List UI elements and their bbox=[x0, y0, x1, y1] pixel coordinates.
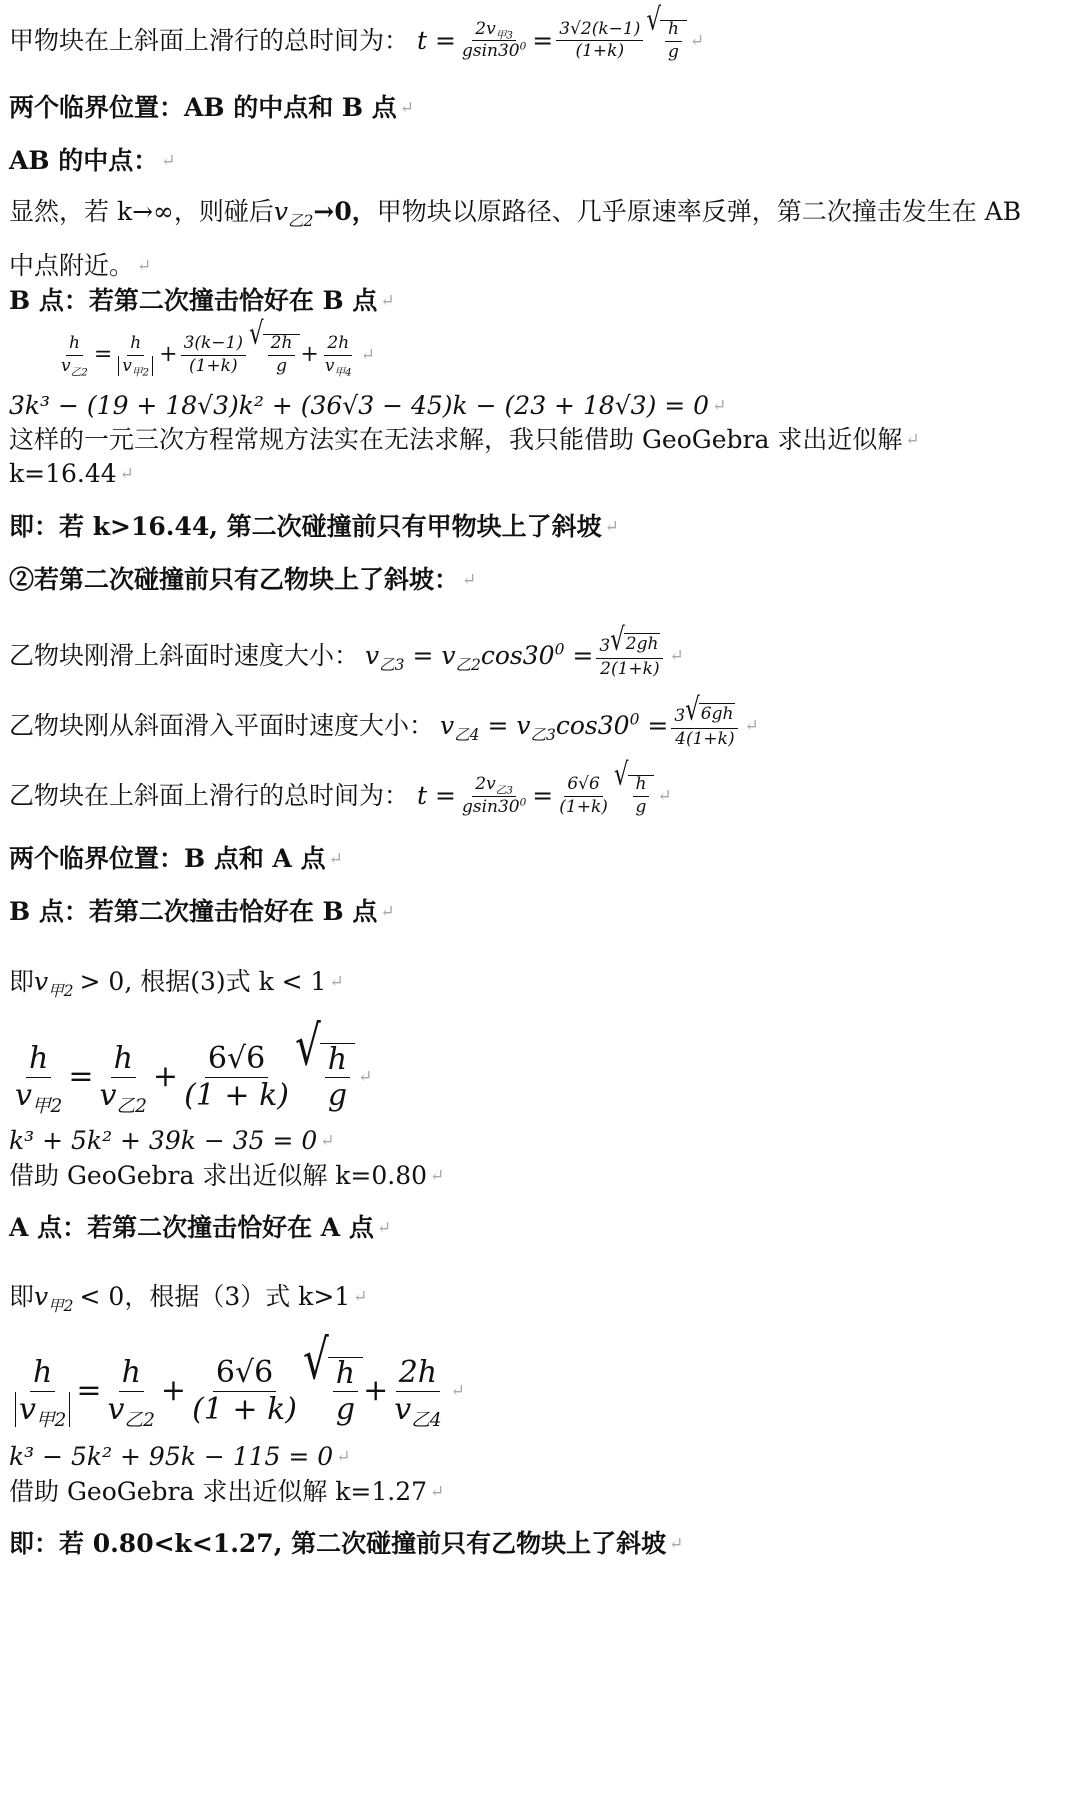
paragraph-mark: ↵ bbox=[744, 716, 759, 736]
line-geogebra-3 bbox=[9, 1476, 444, 1508]
paragraph-mark: ↵ bbox=[450, 1381, 465, 1401]
line-a-point bbox=[9, 1212, 391, 1244]
sqrt: √ $\frac{h}{g}$ bbox=[295, 1043, 355, 1112]
text: 中点附近。 bbox=[9, 251, 135, 280]
fraction: $\frac{h}{v_{乙2}}$ bbox=[99, 1041, 147, 1117]
sqrt: √ $\frac{h}{g}$ bbox=[614, 775, 655, 817]
line-case-2 bbox=[9, 564, 476, 596]
fraction: 3 √ 2gh 2(1+k) bbox=[596, 633, 663, 679]
paragraph-mark: ↵ bbox=[430, 1482, 445, 1502]
text: B 点：若第二次撞击恰好在 B 点 bbox=[9, 286, 378, 315]
fraction: $\frac{3(k-1)}{(1+k)}$ bbox=[181, 335, 246, 376]
text: B 点：若第二次撞击恰好在 B 点 bbox=[9, 897, 378, 926]
paragraph-mark: ↵ bbox=[712, 396, 727, 416]
paragraph-mark: ↵ bbox=[657, 786, 672, 806]
paragraph-mark: ↵ bbox=[399, 98, 415, 118]
line-geogebra-1 bbox=[9, 424, 920, 456]
fraction: $\frac{h}{v_{甲2}}$ bbox=[15, 1041, 63, 1117]
fraction: $\frac{6√6}{(1+k)}$ bbox=[559, 773, 608, 817]
paragraph-mark: ↵ bbox=[360, 345, 375, 365]
text: k³ − 5k² + 95k − 115 = 0 bbox=[9, 1442, 334, 1471]
line-yi-speed-down: 乙物块刚从斜面滑入平面时速度大小： $v_{乙4} = v_{乙3}\cos 30^0$ = 3 √ 6gh 4(1+k) ↵ bbox=[9, 692, 759, 750]
line-geogebra-2 bbox=[9, 1160, 444, 1192]
text: 乙物块在上斜面上滑行的总时间为： bbox=[9, 781, 410, 810]
line-k-value-1 bbox=[9, 458, 134, 490]
fraction: $\frac{2h}{v_{乙4}}$ bbox=[394, 1355, 442, 1431]
text: > 0, 根据(3)式 k < 1 bbox=[79, 967, 327, 996]
line-b-point bbox=[9, 285, 395, 317]
line-cubic-2 bbox=[9, 1125, 335, 1157]
paragraph-mark: ↵ bbox=[376, 1218, 392, 1238]
paragraph-mark: ↵ bbox=[320, 1131, 335, 1151]
sqrt: √ $\frac{2h}{g}$ bbox=[249, 334, 300, 376]
text: 两个临界位置：AB 的中点和 B 点 bbox=[9, 93, 397, 122]
text: 甲物块以原路径、几乎原速率反弹，第二次撞击发生在 AB bbox=[376, 197, 1022, 226]
line-obviously bbox=[9, 196, 1021, 228]
fraction: $\frac{6√6}{(1 + k)}$ bbox=[184, 1041, 289, 1113]
paragraph-mark: ↵ bbox=[119, 464, 134, 484]
sqrt: √ $\frac{h}{g}$ bbox=[303, 1357, 363, 1426]
paragraph-mark: ↵ bbox=[161, 151, 176, 171]
line-conclusion-1 bbox=[9, 511, 619, 543]
line-midpoint-nearby bbox=[9, 250, 151, 282]
text: ②若第二次碰撞前只有乙物块上了斜坡： bbox=[9, 565, 460, 594]
text: 借助 GeoGebra 求出近似解 k=1.27 bbox=[9, 1477, 428, 1506]
text: A 点：若第二次撞击恰好在 A 点 bbox=[9, 1213, 374, 1242]
paragraph-mark: ↵ bbox=[669, 1534, 684, 1554]
text: k³ + 5k² + 39k − 35 = 0 bbox=[9, 1126, 318, 1155]
paragraph-mark: ↵ bbox=[462, 570, 477, 590]
math-eq: = bbox=[532, 25, 554, 55]
line-two-critical-2 bbox=[9, 843, 343, 875]
fraction: $\frac{h}{v_{甲2}}$ bbox=[115, 335, 156, 376]
paragraph-mark: ↵ bbox=[353, 1287, 368, 1307]
text: 3k³ − (19 + 18√3)k² + (36√3 − 45)k − (23 + 18√3) = 0 bbox=[9, 391, 710, 420]
text: 这样的一元三次方程常规方法实在无法求解，我只能借助 GeoGebra 求出近似解 bbox=[9, 425, 903, 454]
line-cubic-1 bbox=[9, 390, 726, 422]
paragraph-mark: ↵ bbox=[328, 849, 343, 869]
equation-a-point: $\frac{h}{v_{甲2}}$ = $\frac{h}{v_{乙2}}$ + $\frac{6√6}{(1 + k)}$ √ $\frac{h}{g}$ + $\frac{2h}{v_{乙4}}$ ↵ bbox=[9, 1352, 465, 1430]
fraction: $\frac{2v_{甲3}}{gsin30^0}$ bbox=[461, 18, 527, 62]
line-jia-total-time bbox=[9, 2, 705, 62]
fraction: 3 √ 6gh 4(1+k) bbox=[671, 703, 738, 749]
line-two-critical bbox=[9, 92, 414, 124]
fraction: $\frac{2h}{v_{甲4}}$ bbox=[324, 332, 352, 378]
fraction: $\frac{h}{v_{甲2}}$ bbox=[12, 1357, 73, 1425]
paragraph-mark: ↵ bbox=[604, 517, 619, 537]
paragraph-mark: ↵ bbox=[329, 972, 344, 992]
line-cubic-3 bbox=[9, 1441, 350, 1473]
math-t: t = bbox=[417, 25, 456, 55]
text: 即：若 0.80<k<1.27, 第二次碰撞前只有乙物块上了斜坡 bbox=[9, 1529, 667, 1558]
text: 即：若 k>16.44, 第二次碰撞前只有甲物块上了斜坡 bbox=[9, 512, 602, 541]
paragraph-mark: ↵ bbox=[380, 291, 395, 311]
math-v: $v_{乙2}$ bbox=[273, 197, 314, 230]
line-v-positive: 即 $v_{甲2}$ > 0, 根据(3)式 k < 1 ↵ bbox=[9, 967, 344, 1000]
equation-b-point-2: $\frac{h}{v_{甲2}}$ = $\frac{h}{v_{乙2}}$ + $\frac{6√6}{(1 + k)}$ √ $\frac{h}{g}$ ↵ bbox=[9, 1040, 372, 1114]
text: 两个临界位置：B 点和 A 点 bbox=[9, 844, 326, 873]
paragraph-mark: ↵ bbox=[430, 1166, 445, 1186]
line-v-negative: 即 $v_{甲2}$ < 0，根据（3）式 k>1 ↵ bbox=[9, 1282, 368, 1315]
paragraph-mark: ↵ bbox=[669, 646, 684, 666]
fraction: $\frac{h}{v_{乙2}}$ bbox=[107, 1355, 155, 1431]
fraction: $\frac{h}{v_{乙2}}$ bbox=[61, 332, 88, 378]
paragraph-mark: ↵ bbox=[358, 1067, 373, 1087]
line-yi-total-time: 乙物块在上斜面上滑行的总时间为： t = $\frac{2v_{乙3}}{gsin30^0}$ = $\frac{6√6}{(1+k)}$ √ $\frac{h}{g}$ ↵ bbox=[9, 757, 672, 817]
text: < 0，根据（3）式 k>1 bbox=[79, 1282, 351, 1311]
sqrt: √ $\frac{h}{g}$ bbox=[646, 20, 687, 62]
paragraph-mark: ↵ bbox=[380, 902, 395, 922]
fraction: $\frac{6√6}{(1 + k)}$ bbox=[192, 1355, 297, 1427]
text: 即 bbox=[9, 1282, 35, 1311]
equation-b-point: $\frac{h}{v_{乙2}}$ = $\frac{h}{v_{甲2}}$ + $\frac{3(k-1)}{(1+k)}$ √ $\frac{2h}{g}$ + $\frac{2h}{v_{甲4}}$ ↵ bbox=[55, 330, 375, 380]
text: 借助 GeoGebra 求出近似解 k=0.80 bbox=[9, 1161, 428, 1190]
line-ab-midpoint bbox=[9, 145, 175, 177]
paragraph-mark: ↵ bbox=[137, 256, 152, 276]
paragraph-mark: ↵ bbox=[336, 1447, 351, 1467]
text: →0， bbox=[313, 197, 377, 226]
text: 乙物块刚从斜面滑入平面时速度大小： bbox=[9, 711, 435, 740]
paragraph-mark: ↵ bbox=[905, 430, 920, 450]
text: 显然，若 k→∞，则碰后 bbox=[9, 197, 274, 226]
line-conclusion-2 bbox=[9, 1528, 683, 1560]
fraction: $\frac{3√2(k-1)}{(1+k)}$ bbox=[556, 21, 643, 62]
text: AB 的中点： bbox=[9, 146, 159, 175]
text: 即 bbox=[9, 967, 35, 996]
text: 乙物块刚滑上斜面时速度大小： bbox=[9, 641, 360, 670]
line-yi-speed-up: 乙物块刚滑上斜面时速度大小： $v_{乙3} = v_{乙2}\cos 30^0$ = 3 √ 2gh 2(1+k) ↵ bbox=[9, 622, 684, 680]
fraction: $\frac{2v_{乙3}}{gsin30^0}$ bbox=[461, 773, 527, 817]
text: k=16.44 bbox=[9, 459, 117, 488]
text: 甲物块在上斜面上滑行的总时间为： bbox=[9, 25, 410, 55]
line-b-point-2 bbox=[9, 896, 395, 928]
paragraph-mark: ↵ bbox=[689, 30, 705, 51]
